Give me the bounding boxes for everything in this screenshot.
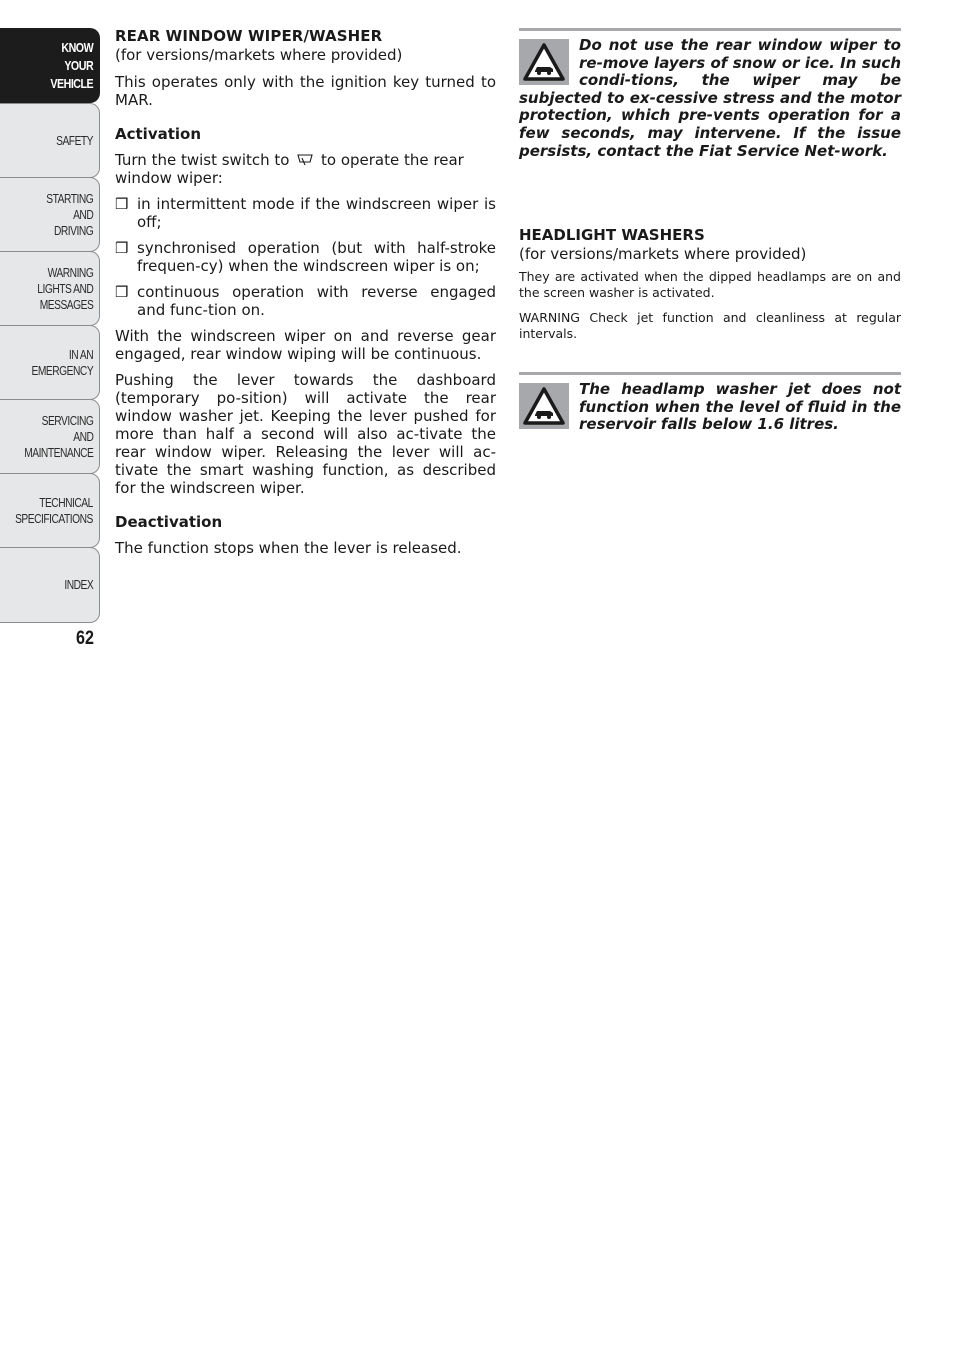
tab-label: SAFETY bbox=[56, 133, 93, 148]
warning-box bbox=[519, 28, 901, 160]
tab-safety[interactable] bbox=[0, 103, 100, 178]
warning-triangle-car-icon bbox=[519, 383, 569, 429]
headlight-washers-title: HEADLIGHT WASHERS bbox=[519, 226, 705, 245]
deactivation-text: The function stops when the lever is released. bbox=[115, 539, 462, 557]
tab-starting-and-driving[interactable] bbox=[0, 177, 100, 252]
activation-heading: Activation bbox=[115, 125, 202, 143]
warning-box bbox=[519, 372, 901, 434]
section-title: REAR WINDOW WIPER/WASHER bbox=[115, 27, 383, 45]
warning-triangle-car-icon bbox=[519, 39, 569, 85]
activation-text-start: Turn the twist switch to bbox=[115, 151, 290, 169]
tab-label: INDEX bbox=[64, 578, 93, 592]
checkbox-bullet-icon: ❒ bbox=[115, 283, 129, 301]
activation-text bbox=[115, 151, 496, 187]
list-item-text: in intermittent mode if the windscreen wiper is off; bbox=[137, 195, 496, 231]
list-item bbox=[115, 239, 496, 275]
list-item bbox=[115, 195, 496, 231]
list-item-text: continuous operation with reverse engaged and func-tion on. bbox=[137, 283, 496, 319]
activation-text-end: to operate the rear window wiper: bbox=[115, 151, 464, 187]
right-column bbox=[519, 28, 901, 434]
list-item-text: synchronised operation (but with half-stroke frequen-cy) when the windscreen wiper is on; bbox=[137, 239, 496, 275]
tab-label: TECHNICAL SPECIFICATIONS bbox=[15, 495, 93, 526]
headlight-washers-text: They are activated when the dipped headlamps are on and the screen washer is activated. bbox=[519, 269, 901, 301]
rear-wiper-section bbox=[115, 27, 496, 565]
list-item bbox=[115, 283, 496, 319]
tab-label: WARNING LIGHTS AND MESSAGES bbox=[36, 265, 93, 312]
warning-text: Do not use the rear window wiper to re-move layers of snow or ice. In such condi-tions, the wiper may be subjected to ex-cessive stress and the motor protection, which pre-vents operation for a few seconds, may intervene. If the issue persists, contact the Fiat Service Net-work. bbox=[519, 36, 901, 160]
checkbox-bullet-icon: ❒ bbox=[115, 195, 129, 213]
tab-label: STARTING AND DRIVING bbox=[46, 191, 93, 238]
washer-jet-text: Pushing the lever towards the dashboard (temporary po-sition) will activate the rear window washer jet. Keeping the lever pushed for more than half a second will also ac-tivate the rear window wiper. Releasing the lever will ac-tivate the smart washing function, as described for the windscreen wiper. bbox=[115, 371, 496, 497]
deactivation-heading: Deactivation bbox=[115, 513, 223, 531]
tab-index[interactable] bbox=[0, 547, 100, 623]
rear-wiper-switch-icon bbox=[297, 152, 313, 164]
checkbox-bullet-icon: ❒ bbox=[115, 239, 129, 257]
tab-servicing-and-maintenance[interactable] bbox=[0, 399, 100, 474]
reverse-gear-text: With the windscreen wiper on and reverse gear engaged, rear window wiping will be continuous. bbox=[115, 327, 496, 363]
tab-label: SERVICING AND MAINTENANCE bbox=[23, 413, 93, 460]
headlight-washers-subtitle: (for versions/markets where provided) bbox=[519, 245, 807, 264]
tab-in-an-emergency[interactable] bbox=[0, 325, 100, 400]
headlight-washers-warning-text: WARNING Check jet function and cleanliness at regular intervals. bbox=[519, 310, 901, 342]
page-number: 62 bbox=[76, 628, 94, 649]
tab-know-your-vehicle[interactable] bbox=[0, 28, 100, 103]
tab-warning-lights-and-messages[interactable] bbox=[0, 251, 100, 326]
tab-label: KNOW YOUR VEHICLE bbox=[50, 39, 93, 91]
intro-text: This operates only with the ignition key turned to MAR. bbox=[115, 73, 496, 109]
warning-text: The headlamp washer jet does not function when the level of fluid in the reservoir falls below 1.6 litres. bbox=[579, 380, 901, 434]
tab-technical-specifications[interactable] bbox=[0, 473, 100, 548]
tab-label: IN AN EMERGENCY bbox=[31, 347, 93, 378]
section-subtitle: (for versions/markets where provided) bbox=[115, 46, 403, 64]
